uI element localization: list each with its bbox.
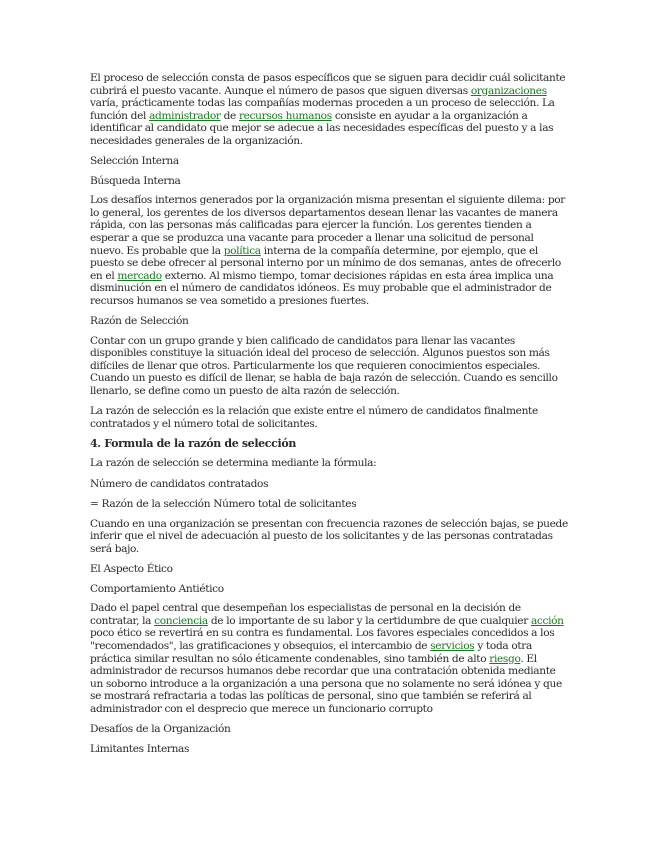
link-organizaciones[interactable]: organizaciones	[470, 84, 547, 97]
link-politica[interactable]: política	[223, 244, 261, 257]
paragraph-razon-definicion: La razón de selección es la relación que existe entre el número de candidatos finalmente contratados y el número total de solicitantes.	[90, 405, 538, 430]
text: consiste en ayudar a la organización a identificar al candidato que mejor se adecue a las necesidades específicas del puesto y a las necesidades generales de la organización.	[90, 109, 554, 147]
document-body	[90, 72, 568, 762]
link-accion[interactable]: acción	[530, 614, 564, 627]
paragraph-formula-intro: La razón de selección se determina mediante la fórmula:	[90, 457, 377, 470]
text: poco ético se revertirá en su contra es fundamental. Los favores especiales concedidos a los "recomendados", las gratificaciones y obsequios, el intercambio de	[90, 627, 555, 652]
paragraph-papel-central	[90, 602, 568, 715]
text: de	[220, 109, 239, 122]
link-recursos-humanos[interactable]: recursos humanos	[238, 109, 332, 122]
paragraph-grupo-candidatos: Contar con un grupo grande y bien calificado de candidatos para llenar las vacantes disponibles constituye la situación ideal del proceso de selección. Algunos puestos son más difíciles de llenar que otros. Particularmente los que requieren conocimientos especiales. Cuando un puesto es difícil de llenar, se habla de baja razón de selección. Cuando es sencillo llenarlo, se define como un puesto de alta razón de selección.	[90, 334, 558, 398]
link-riesgo[interactable]: riesgo	[489, 652, 521, 665]
text: . El administrador de recursos humanos debe recordar que una contratación obtenida mediante un soborno introduce a la organización a una persona que no solamente no será idónea y que se mostrará refractaria a todas las políticas de personal, sino que también se referirá al administrador con el desprecio que merece un funcionario corrupto	[90, 652, 562, 715]
link-conciencia[interactable]: conciencia	[154, 614, 208, 627]
text: de lo importante de su labor y la certidumbre de que cualquier	[207, 614, 531, 627]
heading-formula: 4. Formula de la razón de selección	[90, 436, 296, 450]
link-servicios[interactable]: servicios	[430, 639, 475, 652]
heading-limitantes-internas: Limitantes Internas	[90, 742, 190, 755]
paragraph-proceso-seleccion	[90, 72, 568, 148]
heading-desafios-organizacion: Desafíos de la Organización	[90, 723, 231, 736]
link-mercado[interactable]: mercado	[117, 269, 162, 282]
text: Los desafíos internos generados por la organización misma presentan el siguiente dilema: por lo general, los gerentes de los diversos departamentos desean llenar las vacantes de manera rápida, con las personas más calificadas para ejercer la función. Los gerentes tienden a esperar a que se produzca una vacante para proceder a llenar una solicitud de personal nuevo. Es probable que la	[90, 194, 565, 257]
text: externo. Al mismo tiempo, tomar decisiones rápidas en esta área implica una disminución en el número de candidatos idóneos. Es muy probable que el administrador de recursos humanos se vea sometido a presiones fuertes.	[90, 269, 554, 307]
text: interna de la compañía determine, por ejemplo, que el puesto se debe ofrecer al personal interno por un mínimo de dos semanas, antes de ofrecerlo en el	[90, 244, 561, 282]
text: y toda otra práctica similar resultan no sólo éticamente condenables, sino también de alto	[90, 639, 532, 665]
heading-seleccion-interna: Selección Interna	[90, 155, 179, 168]
heading-razon-seleccion: Razón de Selección	[90, 315, 189, 328]
paragraph-desafios-internos	[90, 194, 568, 307]
heading-comportamiento-antietico: Comportamiento Antiético	[90, 582, 224, 595]
formula-numerator: Número de candidatos contratados	[90, 477, 269, 490]
link-administrador[interactable]: administrador	[149, 109, 221, 122]
heading-busqueda-interna: Búsqueda Interna	[90, 174, 181, 187]
formula-denominator: = Razón de la selección Número total de solicitantes	[90, 497, 357, 510]
heading-aspecto-etico: El Aspecto Ético	[90, 563, 173, 575]
paragraph-razones-bajas: Cuando en una organización se presentan con frecuencia razones de selección bajas, se puede inferir que el nivel de adecuación al puesto de los solicitantes y de las personas contratadas será bajo.	[90, 517, 568, 555]
text: El proceso de selección consta de pasos específicos que se siguen para decidir cuál solicitante cubrirá el puesto vacante. Aunque el número de pasos que siguen diversas	[90, 72, 566, 97]
text: varía, prácticamente todas las compañías modernas proceden a un proceso de selección. La función del	[90, 97, 555, 122]
text: Dado el papel central que desempeñan los especialistas de personal en la decisión de contratar, la	[90, 602, 521, 627]
